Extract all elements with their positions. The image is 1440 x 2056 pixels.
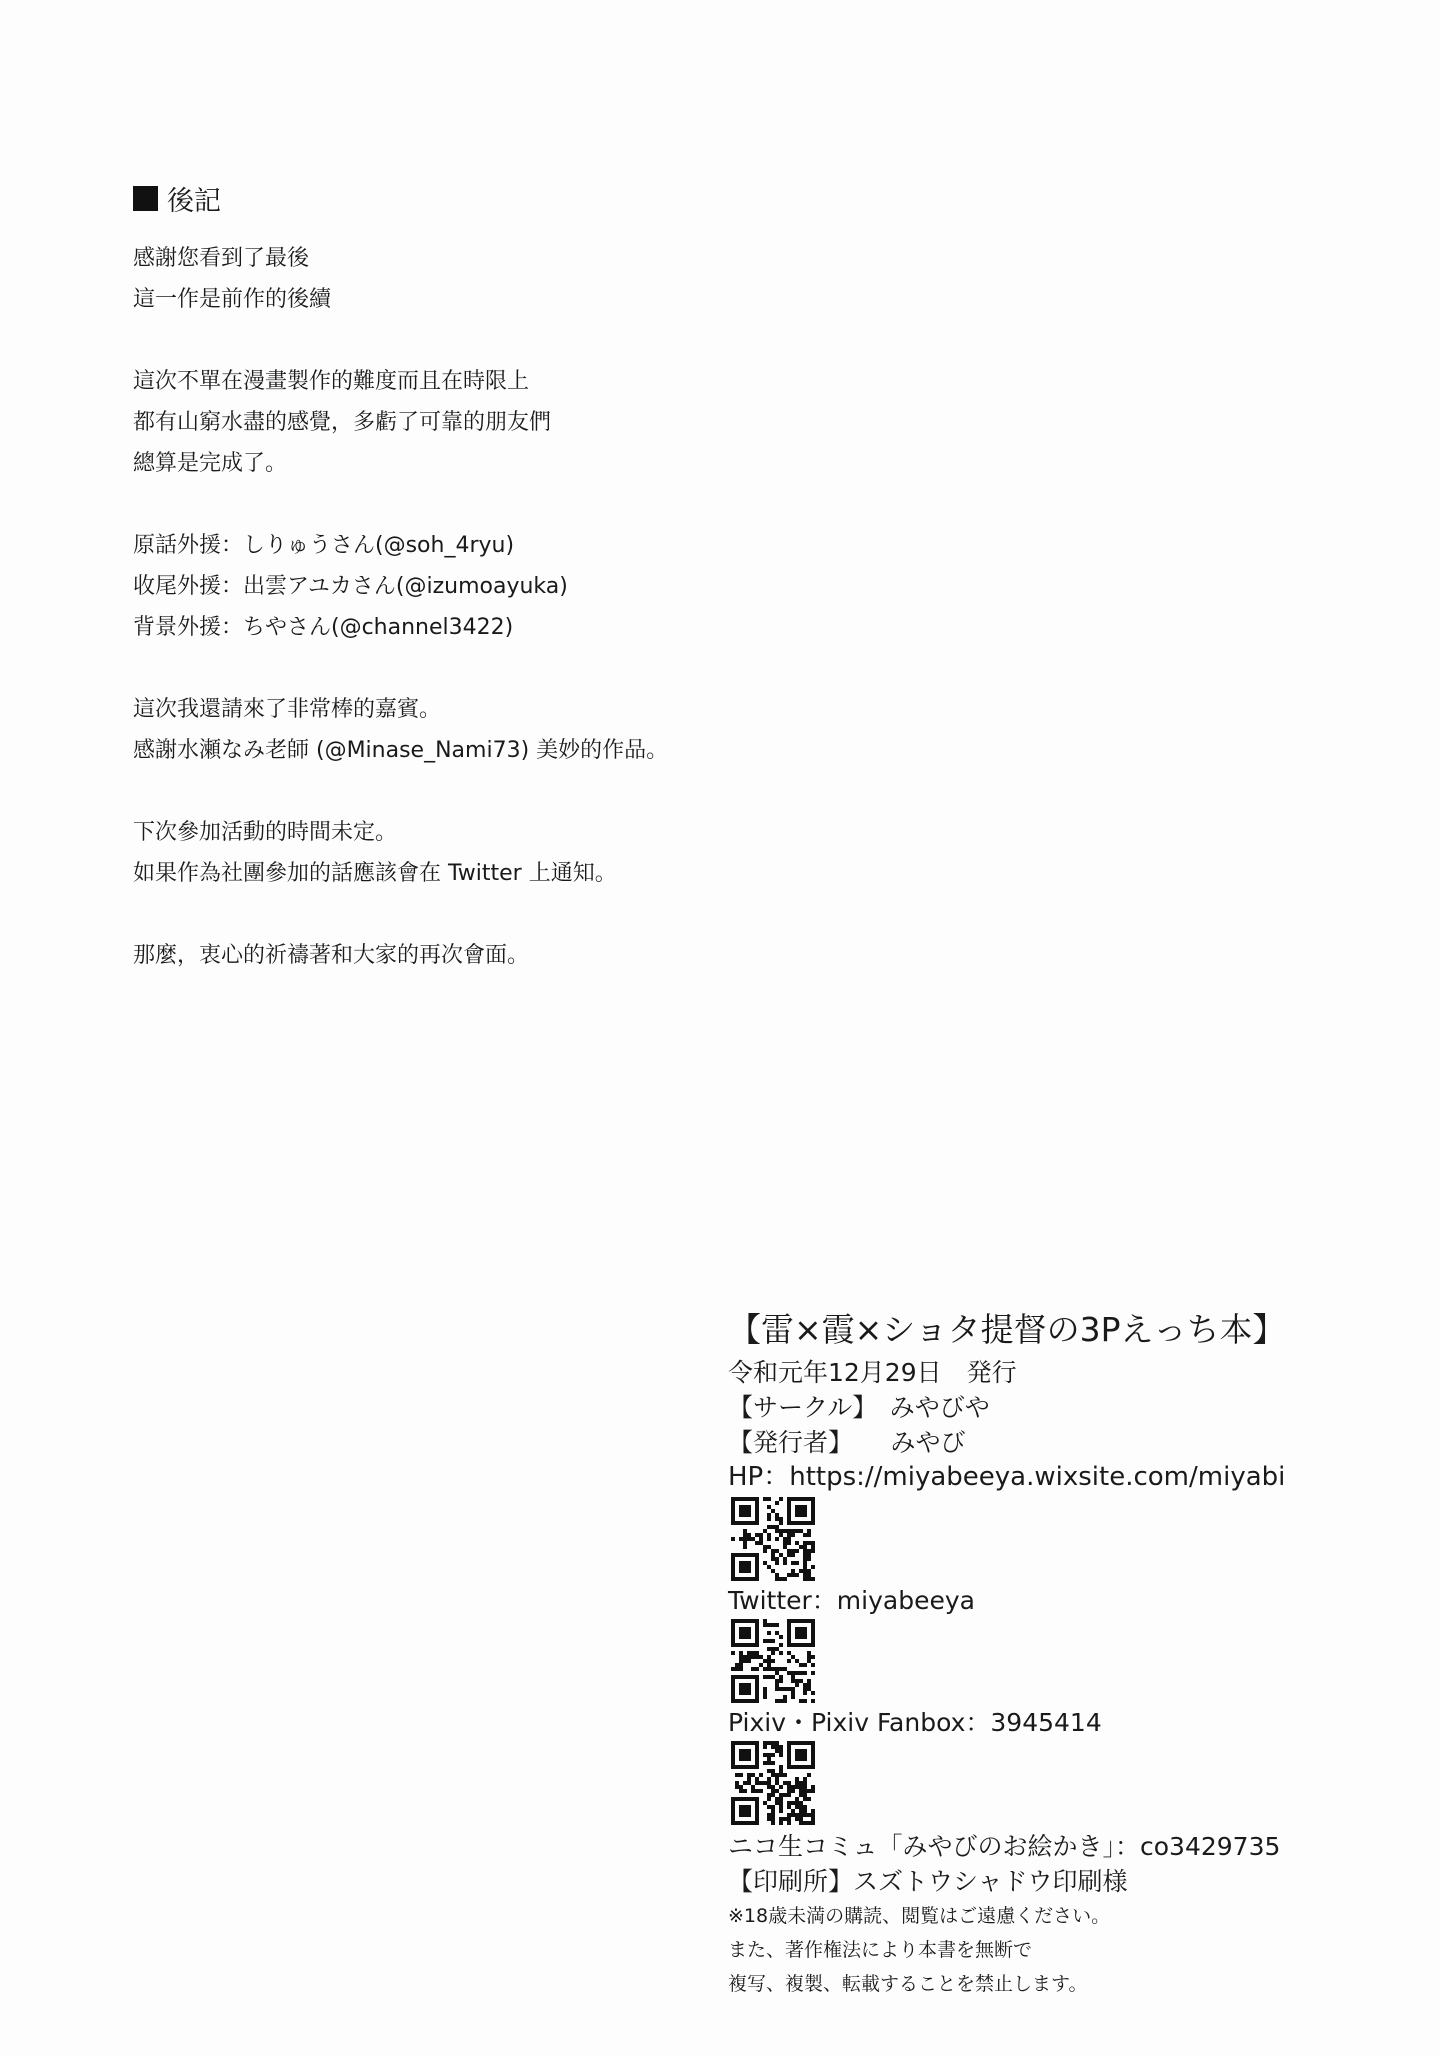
text-line: 這次我還請來了非常棒的嘉賓。 <box>133 697 442 722</box>
afterword-heading: 後記 <box>133 178 1033 218</box>
paragraph-guest <box>133 689 1033 771</box>
qr-code-icon <box>731 1497 815 1581</box>
homepage-link[interactable]: HP：https://miyabeeya.wixsite.com/miyabi <box>728 1462 1286 1492</box>
text-line: 感謝水瀬なみ老師 (@Minase_Nami73) 美妙的作品。 <box>133 738 669 763</box>
credit-line: 背景外援：ちやさん(@channel3422) <box>133 615 514 640</box>
colophon <box>728 1305 1428 2001</box>
notice-line: ※18歳未満の購読、閲覧はご遠慮ください。 <box>728 1905 1111 1927</box>
text-line: 感謝您看到了最後 <box>133 246 310 271</box>
text-line: 那麼，衷心的祈禱著和大家的再次會面。 <box>133 943 530 968</box>
paragraph-next-event <box>133 812 1033 894</box>
credit-line: 收尾外援：出雲アユカさん(@izumoayuka) <box>133 574 568 599</box>
text-line: 都有山窮水盡的感覺，多虧了可靠的朋友們 <box>133 410 552 435</box>
paragraph-credits <box>133 525 1033 648</box>
text-line: 這一作是前作的後續 <box>133 287 332 312</box>
notice-line: また、著作権法により本書を無断で <box>728 1939 1033 1961</box>
publication-date: 令和元年12月29日 発行 <box>728 1358 1017 1387</box>
text-line: 這次不單在漫畫製作的難度而且在時限上 <box>133 369 530 394</box>
paragraph-difficulty <box>133 361 1033 484</box>
paragraph-farewell <box>133 935 1033 976</box>
circle-name: 【サークル】 みやびや <box>728 1393 990 1422</box>
notice-line: 複写、複製、転載することを禁止します。 <box>728 1973 1088 1995</box>
pixiv-id: Pixiv・Pixiv Fanbox：3945414 <box>728 1708 1102 1737</box>
afterword <box>133 178 1033 976</box>
printer-name: 【印刷所】スズトウシャドウ印刷様 <box>728 1867 1128 1896</box>
qr-code-icon <box>731 1619 815 1703</box>
twitter-handle: Twitter：miyabeeya <box>728 1586 975 1615</box>
niconico-community: ニコ生コミュ「みやびのお絵かき」：co3429735 <box>728 1832 1281 1861</box>
text-line: 下次參加活動的時間未定。 <box>133 820 398 845</box>
book-title: 【雷×霞×ショタ提督の3Pえっち本】 <box>728 1310 1286 1349</box>
text-line: 如果作為社團參加的話應該會在 Twitter 上通知。 <box>133 861 617 886</box>
paragraph-thanks <box>133 238 1033 320</box>
credit-line: 原話外援：しりゅうさん(@soh_4ryu) <box>133 533 515 558</box>
qr-code-icon <box>731 1741 815 1825</box>
publisher-name: 【発行者】 みやび <box>728 1428 966 1457</box>
text-line: 總算是完成了。 <box>133 451 288 476</box>
black-square-icon <box>133 186 158 211</box>
